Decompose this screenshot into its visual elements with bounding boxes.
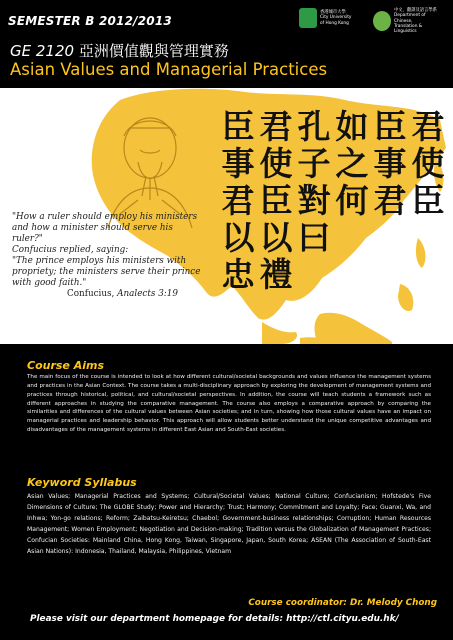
hero-banner (0, 88, 453, 344)
chinese-character: 以 (221, 218, 255, 257)
course-title: Asian Values and Managerial Practices (10, 60, 328, 79)
chinese-character: 使 (411, 144, 445, 183)
chinese-character: 禮 (259, 255, 293, 294)
chinese-column (409, 108, 447, 219)
chinese-character: 君 (411, 107, 445, 146)
quote-line: "The prince employs his ministers with (12, 256, 187, 266)
chinese-character: 臣 (373, 107, 407, 146)
quote-line: with good faith." (12, 278, 87, 288)
cityu-logo[interactable] (299, 8, 370, 28)
cityu-logo-text: 香港城市大學 City University of Hong Kong (320, 10, 352, 26)
chinese-column (257, 108, 295, 293)
course-aims-text: The main focus of the course is intended to look at how different cultural/societal backgrounds and values influence the management systems and practices in the Asian Context. The course takes a multi-disciplinary approach by exploring the development of management systems and practices through historical, political, and cultural/societal perspectives. In addition, the course will teach students a framework such as different approaches in studying the comparative management. The course also employs a comparative approach by comparing the similarities and differences of the cultural values between Asian societies; and in turn, showing how those cultural values have an impact on managerial practices and leadership behavior. This approach will allow students better understand the unique competitive advantages and disadvantages of the management systems in different East Asian and South-East societies. (27, 374, 431, 434)
department-emblem-icon (373, 11, 391, 31)
chinese-character: 孔 (297, 107, 331, 146)
quote-source: Analects 3:19 (117, 289, 178, 299)
cityu-emblem-icon (299, 8, 317, 28)
english-quote (12, 212, 212, 300)
quote-attribution (67, 289, 212, 300)
department-logo[interactable] (373, 8, 444, 34)
course-code: GE 2120 (10, 42, 75, 60)
chinese-character: 臣 (221, 107, 255, 146)
chinese-character: 如 (335, 107, 369, 146)
department-homepage-link[interactable]: Please visit our department homepage for details: http://ctl.cityu.edu.hk/ (30, 614, 399, 624)
chinese-character: 忠 (221, 255, 255, 294)
quote-line: "How a ruler should employ his ministers (12, 212, 198, 222)
chinese-character: 君 (259, 107, 293, 146)
quote-line: Confucius replied, saying: (12, 245, 129, 255)
chinese-column (295, 108, 333, 256)
course-coordinator: Course coordinator: Dr. Melody Chong (248, 598, 437, 608)
course-title-chinese: 亞洲價值觀與管理實務 (78, 42, 229, 60)
chinese-character: 對 (297, 181, 331, 220)
chinese-column (333, 108, 371, 219)
chinese-character: 事 (221, 144, 255, 183)
chinese-character: 以 (259, 218, 293, 257)
chinese-character: 曰 (297, 218, 331, 257)
quote-line: propriety; the ministers serve their prince (12, 267, 201, 277)
chinese-quote (215, 107, 447, 294)
course-code-line (10, 40, 229, 61)
chinese-character: 君 (373, 181, 407, 220)
quote-author: Confucius, (67, 289, 115, 299)
quote-line: and how a minister should serve his (12, 223, 173, 233)
chinese-character: 君 (221, 181, 255, 220)
chinese-character: 子 (297, 144, 331, 183)
logo-bar (299, 6, 447, 36)
chinese-character: 事 (373, 144, 407, 183)
chinese-column (219, 108, 257, 293)
quote-line: ruler?" (12, 234, 43, 244)
department-logo-text: 中文、翻譯及語言學系 Department of Chinese, Translation & Linguistics (394, 8, 437, 35)
course-aims-heading: Course Aims (27, 359, 105, 372)
chinese-character: 使 (259, 144, 293, 183)
chinese-character: 臣 (411, 181, 445, 220)
keyword-syllabus-text: Asian Values; Managerial Practices and Systems; Cultural/Societal Values; National Culture; Confucianism; Hofstede's Five Dimensions of Culture; The GLOBE Study; Power and Hierarchy; Trust; Harmony; Commitment and Loyalty; Face; Guanxi, Wa, and Inhwa; Yon-go relations; Reform; Zaibatsu-Keiretsu; Chaebol; Government-business relationships; Corruption; Human Resources Management; Women Employment; Negotiation and Decision-making; Tradition versus the Globalization of Management Practices; Confucian Societies: Mainland China, Hong Kong, Taiwan, Singapore, Japan, South Korea; ASEAN (The Association of South-East Asian Nations): Indonesia, Thailand, Malaysia, Philippines, Vietnam (27, 493, 431, 555)
chinese-column (371, 108, 409, 219)
keyword-syllabus-heading: Keyword Syllabus (27, 476, 137, 489)
chinese-character: 何 (335, 181, 369, 220)
semester-label: SEMESTER B 2012/2013 (8, 14, 172, 28)
chinese-character: 之 (335, 144, 369, 183)
chinese-character: 臣 (259, 181, 293, 220)
